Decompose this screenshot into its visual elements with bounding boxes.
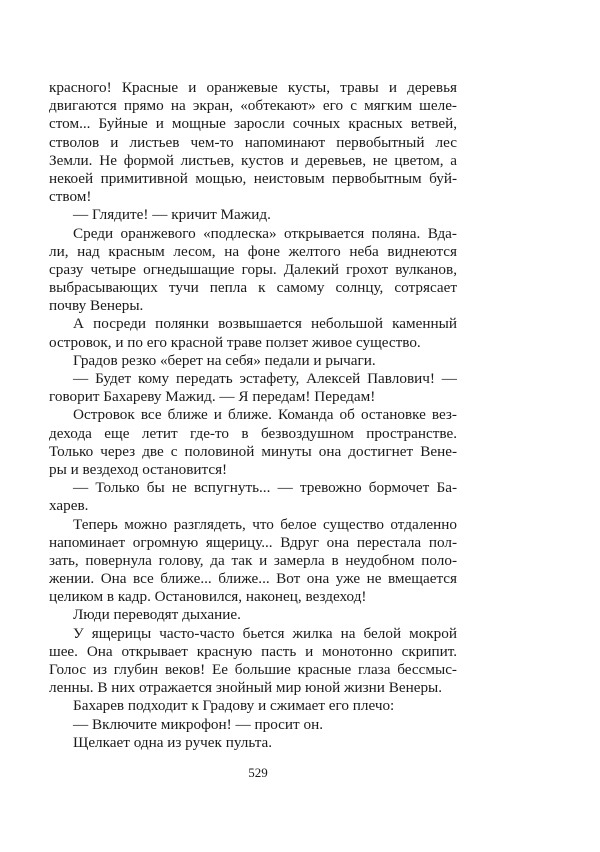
text-line: островок, и по его красной траве ползет живое существо. xyxy=(49,333,421,351)
text-line: целиком в кадр. Остановился, наконец, вездеход! xyxy=(49,588,367,606)
paragraph xyxy=(49,716,457,734)
paragraph xyxy=(49,225,457,316)
text-line: Только через две с половиной минуты она достигнет Вене- xyxy=(49,442,457,460)
text-line: Градов резко «берет на себя» педали и рычаги. xyxy=(73,351,376,369)
paragraph xyxy=(49,697,457,715)
text-line: почву Венеры. xyxy=(49,297,144,315)
text-line: ры и вездеход остановится! xyxy=(49,460,228,478)
text-line: Люди переводят дыхание. xyxy=(73,606,241,624)
text-line: харев. xyxy=(49,497,89,515)
paragraph xyxy=(49,315,457,351)
page-number: 529 xyxy=(248,765,268,780)
paragraph xyxy=(49,406,457,479)
text-line: стом... Буйные и мощные заросли сочных красных ветвей, xyxy=(49,115,457,133)
body-text xyxy=(49,79,457,752)
text-line: Теперь можно разглядеть, что белое существо отдаленно xyxy=(73,515,457,533)
paragraph xyxy=(49,370,457,406)
text-line: стволов и листьев чем-то напоминают первобытный лес xyxy=(49,133,457,151)
text-line: напоминает огромную ящерицу... Вдруг она перестала пол- xyxy=(49,533,457,551)
paragraph xyxy=(49,479,457,515)
text-line: двигаются прямо на экран, «обтекают» его с мягким шеле- xyxy=(49,97,457,115)
text-line: Островок все ближе и ближе. Команда об остановке вез- xyxy=(73,406,457,424)
paragraph xyxy=(49,516,457,607)
paragraph xyxy=(49,206,457,224)
text-line: сразу четыре огнедышащие горы. Далекий грохот вулканов, xyxy=(49,260,457,278)
text-line: шее. Она открывает красную пасть и монотонно скрипит. xyxy=(49,642,457,660)
paragraph xyxy=(49,625,457,698)
text-line: жении. Она все ближе... ближе... Вот она уже не вмещается xyxy=(49,570,457,588)
text-line: Среди оранжевого «подлеска» открывается поляна. Вда- xyxy=(73,224,457,242)
text-line: — Глядите! — кричит Мажид. xyxy=(73,206,271,224)
text-line: Бахарев подходит к Градову и сжимает его плечо: xyxy=(73,697,395,715)
text-line: ленны. В них отражается знойный мир юной жизни Венеры. xyxy=(49,679,443,697)
text-line: У ящерицы часто-часто бьется жилка на белой мокрой xyxy=(73,624,457,642)
text-line: Земли. Не формой листьев, кустов и деревьев, не цветом, а xyxy=(49,151,457,169)
text-line: Щелкает одна из ручек пульта. xyxy=(73,733,273,751)
text-line: дехода еще летит где-то в безвоздушном пространстве. xyxy=(49,424,457,442)
text-line: А посреди полянки возвышается небольшой каменный xyxy=(73,315,457,333)
text-line: зать, повернула голову, да так и замерла в неудобном поло- xyxy=(49,551,457,569)
paragraph xyxy=(49,352,457,370)
text-line: — Будет кому передать эстафету, Алексей Павлович! — xyxy=(73,370,457,387)
text-line: говорит Бахареву Мажид. — Я передам! Передам! xyxy=(49,388,376,406)
paragraph xyxy=(49,79,457,206)
text-line: красного! Красные и оранжевые кусты, травы и деревья xyxy=(49,79,457,96)
text-line: — Только бы не вспугнуть... — тревожно бормочет Ба- xyxy=(73,479,457,497)
text-line: ством! xyxy=(49,188,92,206)
paragraph xyxy=(49,606,457,624)
text-line: выбрасывающих тучи пепла к самому солнцу, сотрясает xyxy=(49,279,457,297)
text-line: некоей примитивной мощью, неистовым первобытным буй- xyxy=(49,169,457,187)
text-line: — Включите микрофон! — просит он. xyxy=(73,715,324,733)
paragraph xyxy=(49,734,457,752)
text-line: Голос из глубин веков! Ее большие красные глаза бессмыс- xyxy=(49,661,457,678)
text-line: ли, над красным лесом, на фоне желтого неба виднеются xyxy=(49,242,457,260)
